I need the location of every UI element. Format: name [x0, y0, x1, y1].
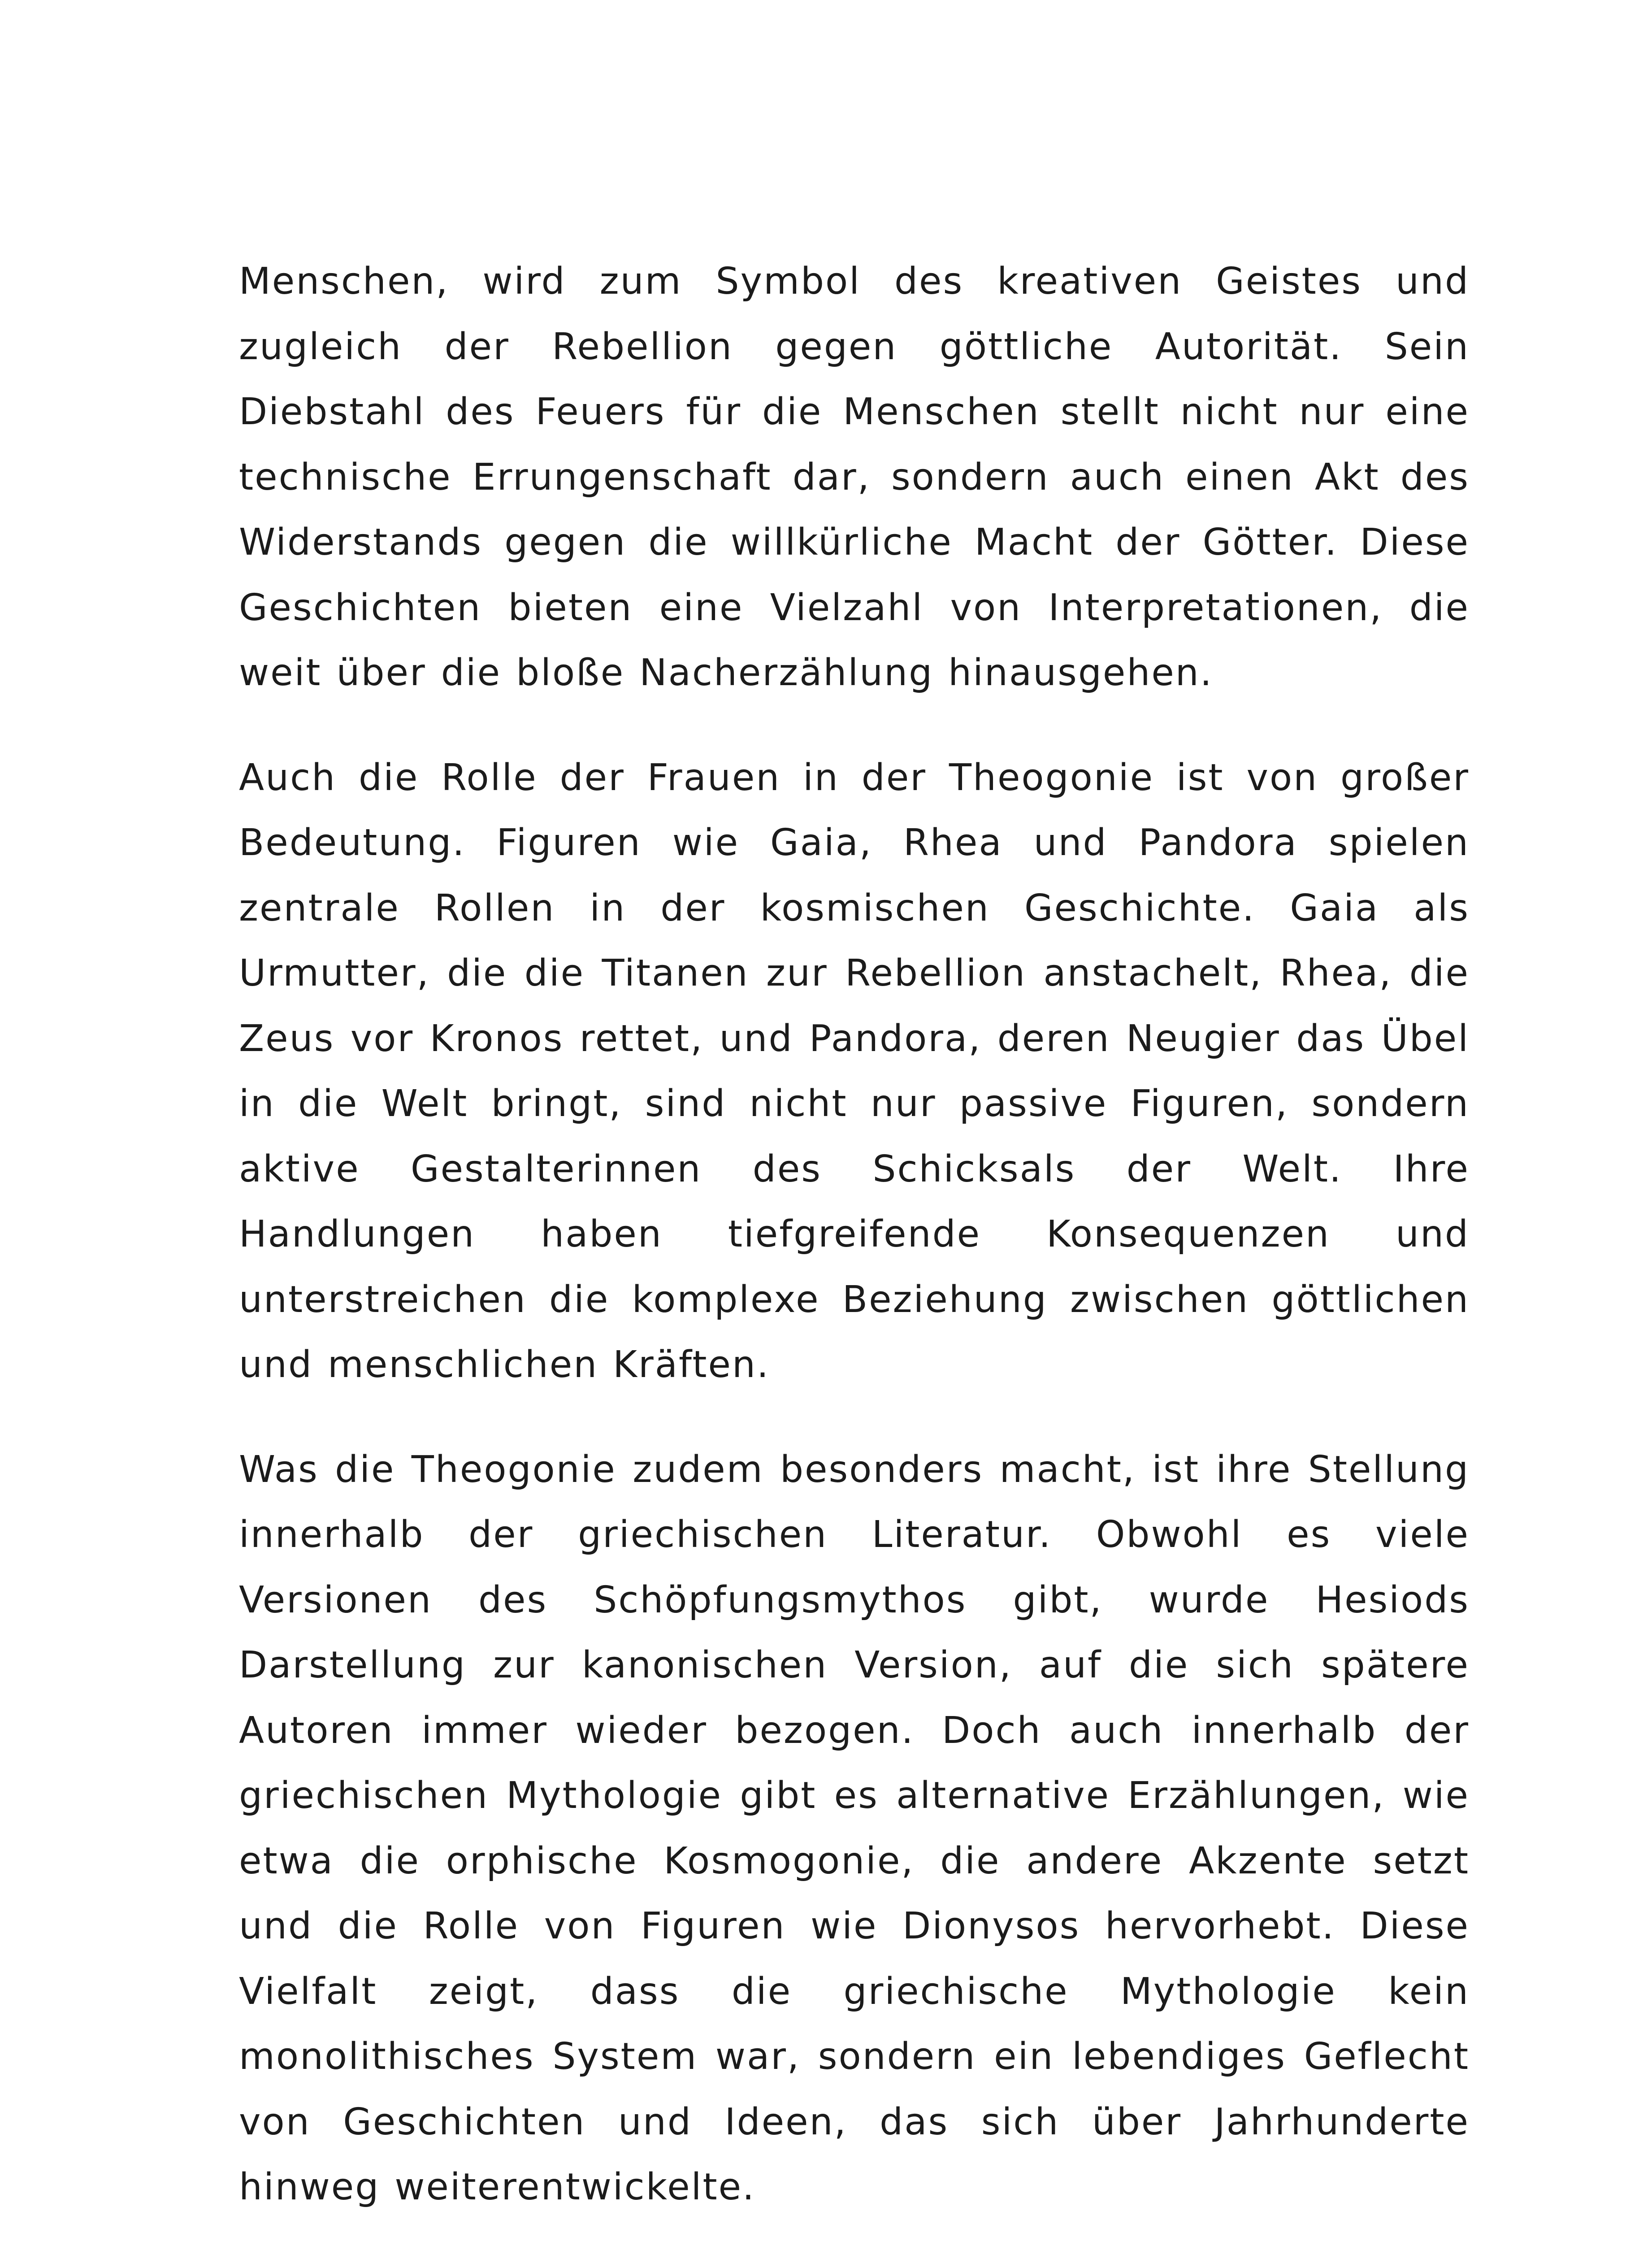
paragraph-prometheus: Menschen, wird zum Symbol des kreativen Geistes und zugleich der Rebellion gegen göttliche Autorität. Sein Diebstahl des Feuers für die Menschen stellt nicht nur eine technische Errungenschaft dar, sondern auch einen Akt des Widerstands gegen die willkürliche Macht der Götter. Diese Geschichten bieten eine Vielzahl von Interpretationen, die weit über die bloße Nacherzählung hinausgehen. [239, 260, 1470, 694]
paragraph-women-in-theogony: Auch die Rolle der Frauen in der Theogonie ist von großer Bedeutung. Figuren wie Gaia, Rhea und Pandora spielen zentrale Rollen in der kosmischen Geschichte. Gaia als Urmutter, die die Titanen zur Rebellion anstachelt, Rhea, die Zeus vor Kronos rettet, und Pandora, deren Neugier das Übel in die Welt bringt, sind nicht nur passive Figuren, sondern aktive Gestalterinnen des Schicksals der Welt. Ihre Handlungen haben tiefgreifende Konsequenzen und unterstreichen die komplexe Beziehung zwischen göttlichen und menschlichen Kräften. [239, 756, 1470, 1386]
body-text [239, 249, 1470, 2242]
paragraph-literary-position: Was die Theogonie zudem besonders macht, ist ihre Stellung innerhalb der griechischen Literatur. Obwohl es viele Versionen des Schöpfungsmythos gibt, wurde Hesiods Darstellung zur kanonischen Version, auf die sich spätere Autoren immer wieder bezogen. Doch auch innerhalb der griechischen Mythologie gibt es alternative Erzählungen, wie etwa die orphische Kosmogonie, die andere Akzente setzt und die Rolle von Figuren wie Dionysos hervorhebt. Diese Vielfalt zeigt, dass die griechische Mythologie kein monolithisches System war, sondern ein lebendiges Geflecht von Geschichten und Ideen, das sich über Jahrhunderte hinweg weiterentwickelte. [239, 1448, 1470, 2208]
